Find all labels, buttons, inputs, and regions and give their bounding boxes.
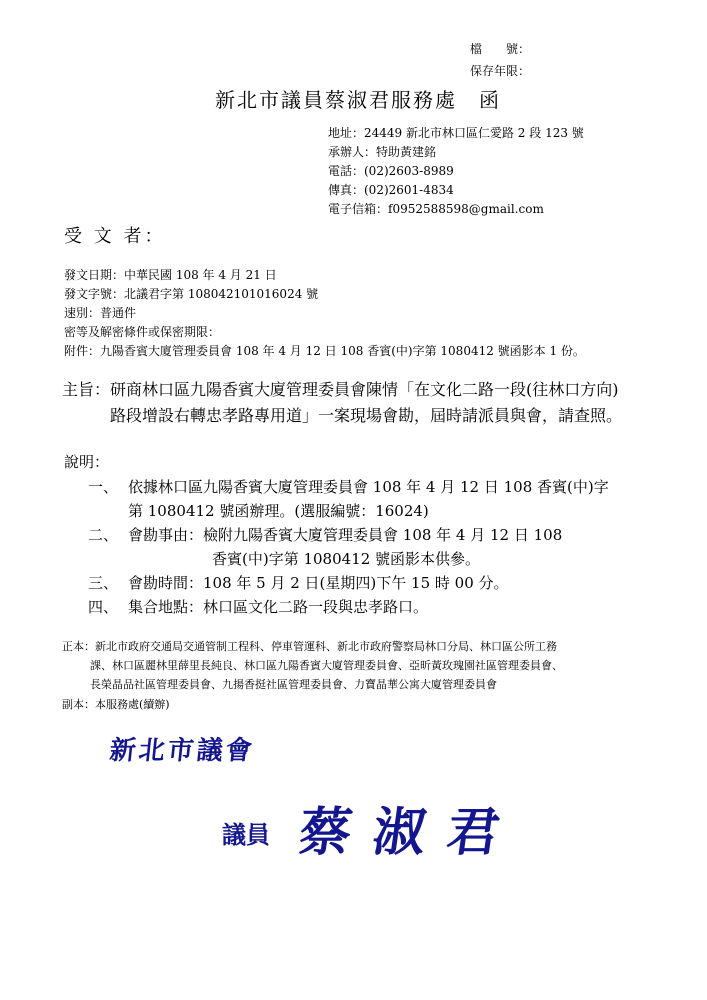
- contact-phone: 電話：(02)2603-8989: [328, 164, 454, 178]
- item-text-line-1: 集合地點：林口區文化二路一段與忠孝路口。: [128, 598, 429, 616]
- attachment: 附件：九陽香賓大廈管理委員會 108 年 4 月 12 日 108 香賓(中)字第 1080412 號函影本 1 份。: [64, 344, 585, 358]
- item-number: 四、: [88, 598, 119, 616]
- item-number: 一、: [88, 478, 119, 496]
- issue-date: 發文日期：中華民國 108 年 4 月 21 日: [64, 268, 277, 282]
- item-text-line-1: 會勘事由：檢附九陽香賓大廈管理委員會 108 年 4 月 12 日 108: [128, 526, 563, 544]
- item-text-line-2: 香賓(中)字第 1080412 號函影本供參。: [212, 550, 481, 568]
- item-number: 三、: [88, 574, 119, 592]
- original-recipients-line-2: 課、林口區麗林里薛里長純良、林口區九陽香賓大廈管理委員會、亞昕黃玫瑰園社區管理委員會、: [90, 659, 563, 672]
- item-text-line-2: 第 1080412 號函辦理。(選服編號：16024): [128, 502, 429, 520]
- contact-handler: 承辦人：特助黃建銘: [328, 145, 437, 159]
- item-text-line-1: 會勘時間：108 年 5 月 2 日(星期四)下午 15 時 00 分。: [128, 574, 509, 592]
- secrecy-level: 密等及解密條件或保密期限：: [64, 325, 221, 339]
- item-number: 二、: [88, 526, 119, 544]
- contact-email: 電子信箱：f0952588598@gmail.com: [328, 202, 544, 216]
- contact-fax: 傳真：(02)2601-4834: [328, 183, 454, 197]
- speed-class: 速別：普通件: [64, 306, 137, 320]
- retention-period-label: 保存年限：: [470, 64, 531, 78]
- copy-recipients: 副本：本服務處(續辦): [62, 698, 170, 711]
- document-title: 新北市議員蔡淑君服務處 函: [215, 88, 501, 112]
- document-number: 發文字號：北議君字第 108042101016024 號: [64, 287, 319, 301]
- subject-line-2: 路段增設右轉忠孝路專用道」一案現場會勘，屆時請派員與會，請查照。: [110, 406, 623, 425]
- councillor-name-signature: 蔡淑君: [295, 802, 526, 863]
- item-text-line-1: 依據林口區九陽香賓大廈管理委員會 108 年 4 月 12 日 108 香賓(中)字: [128, 478, 609, 496]
- original-recipients-line-1: 正本：新北市政府交通局交通管制工程科、停車管運科、新北市政府警察局林口分局、林口區公所工務: [62, 640, 557, 653]
- recipient-label: 受 文 者：: [64, 226, 166, 247]
- original-recipients-line-3: 長榮晶品社區管理委員會、九揚香挺社區管理委員會、力寶晶華公寓大廈管理委員會: [90, 678, 497, 691]
- subject-line-1: 主旨：研商林口區九陽香賓大廈管理委員會陳情「在文化二路一段(往林口方向): [62, 380, 619, 399]
- councillor-role-text: 議員: [222, 820, 270, 849]
- council-seal-text: 新北市議會: [108, 736, 257, 766]
- contact-address: 地址：24449 新北市林口區仁愛路 2 段 123 號: [328, 126, 584, 140]
- file-number-label: 檔 號：: [470, 42, 531, 56]
- explanation-label: 說明：: [64, 453, 110, 471]
